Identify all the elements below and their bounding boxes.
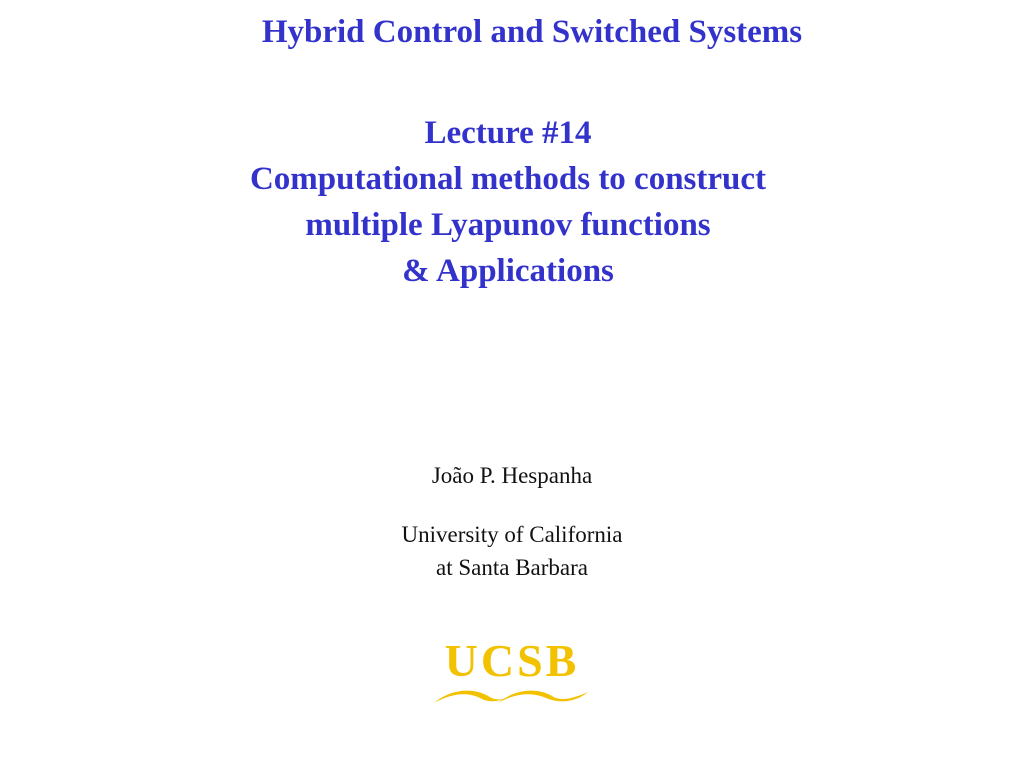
author-name: João P. Hespanha bbox=[431, 463, 593, 488]
course-title: Hybrid Control and Switched Systems bbox=[261, 14, 803, 50]
affiliation-line-2: at Santa Barbara bbox=[436, 555, 588, 580]
ucsb-logo bbox=[430, 630, 594, 710]
lecture-number: Lecture #14 bbox=[424, 115, 592, 151]
lecture-title-line-2: multiple Lyapunov functions bbox=[305, 207, 711, 243]
lecture-title-line-1: Computational methods to construct bbox=[249, 161, 767, 197]
ucsb-logo-text: UCSB bbox=[444, 635, 580, 686]
wave-icon bbox=[498, 691, 588, 703]
affiliation bbox=[0, 518, 1024, 584]
affiliation-line-1: University of California bbox=[401, 522, 623, 547]
lecture-title-line-3: & Applications bbox=[402, 253, 614, 289]
wave-icon bbox=[434, 691, 510, 703]
lecture-heading bbox=[0, 110, 1016, 294]
